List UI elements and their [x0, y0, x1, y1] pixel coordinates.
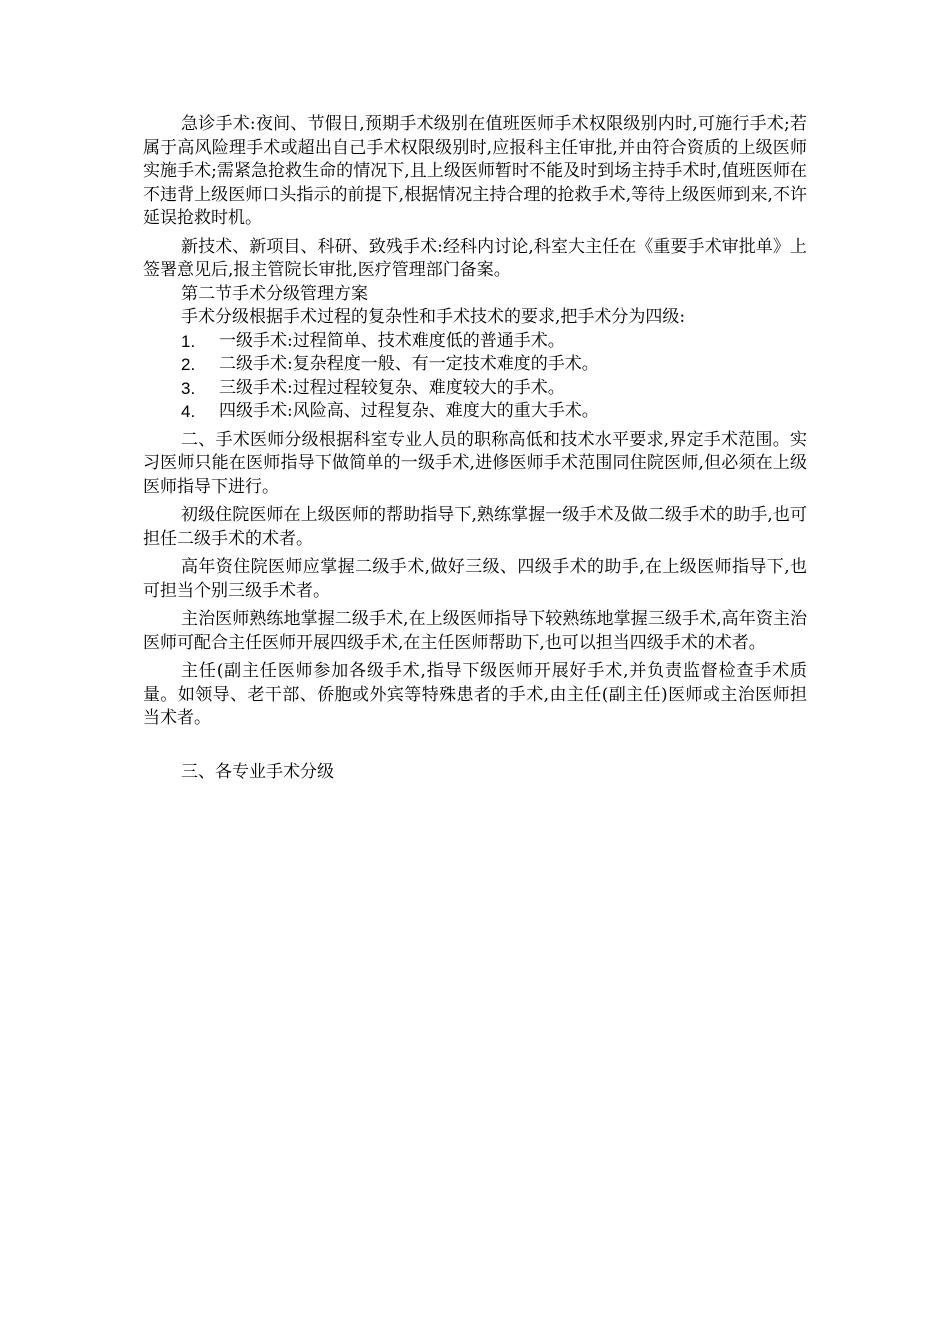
- list-number: 3.: [181, 378, 196, 398]
- paragraph-surgeon-levels: 二、手术医师分级根据科室专业人员的职称高低和技术水平要求,界定手术范围。实习医师只能在医师指导下做简单的一级手术,进修医师手术范围同住院医师,但必须在上级医师指导下进行。: [143, 429, 807, 497]
- paragraph-emergency-surgery: 急诊手术:夜间、节假日,预期手术级别在值班医师手术权限级别内时,可施行手术;若属于高风险理手术或超出自己手术权限级别时,应报科主任审批,并由符合资质的上级医师实施手术;需紧急抢救生命的情况下,且上级医师暂时不能及时到场主持手术时,值班医师在不违背上级医师口头指示的前提下,根据情况主持合理的抢救手术,等待上级医师到来,不许延误抢救时机。: [143, 114, 807, 228]
- list-number: 1.: [181, 331, 196, 351]
- list-text: 二级手术:复杂程度一般、有一定技术难度的手术。: [219, 354, 599, 374]
- list-item: [143, 377, 807, 401]
- paragraph-new-technique: 新技术、新项目、科研、致残手术:经科内讨论,科室大主任在《重要手术审批单》上签署意见后,报主管院长审批,医疗管理部门备案。: [143, 236, 807, 280]
- list-item: [143, 353, 807, 377]
- paragraph-classification-intro: 手术分级根据手术过程的复杂性和手术技术的要求,把手术分为四级:: [181, 307, 686, 327]
- list-number: 2.: [181, 355, 196, 374]
- paragraph-attending: 主治医师熟练地掌握二级手术,在上级医师指导下较熟练地掌握三级手术,高年资主治医师可配合主任医师开展四级手术,在主任医师帮助下,也可以担当四级手术的术者。: [143, 609, 807, 653]
- list-number: 4.: [181, 402, 196, 421]
- list-text: 三级手术:过程过程较复杂、难度较大的手术。: [219, 377, 565, 398]
- section-heading: 第二节手术分级管理方案: [181, 283, 368, 304]
- final-heading: 三、各专业手术分级: [181, 761, 334, 782]
- document-body: [143, 113, 807, 784]
- list-text: 一级手术:过程简单、技术难度低的普通手术。: [219, 330, 565, 351]
- list-item: [143, 400, 807, 424]
- list-text: 四级手术:风险高、过程复杂、难度大的重大手术。: [219, 401, 599, 421]
- list-item: [143, 330, 807, 354]
- paragraph-junior-resident: 初级住院医师在上级医师的帮助指导下,熟练掌握一级手术及做二级手术的助手,也可担任二级手术的术者。: [143, 505, 807, 549]
- paragraph-chief: 主任(副主任医师参加各级手术,指导下级医师开展好手术,并负责监督检查手术质量。如领导、老干部、侨胞或外宾等特殊患者的手术,由主任(副主任)医师或主治医师担当术者。: [143, 661, 807, 728]
- paragraph-senior-resident: 高年资住院医师应掌握二级手术,做好三级、四级手术的助手,在上级医师指导下,也可担当个别三级手术者。: [143, 557, 807, 601]
